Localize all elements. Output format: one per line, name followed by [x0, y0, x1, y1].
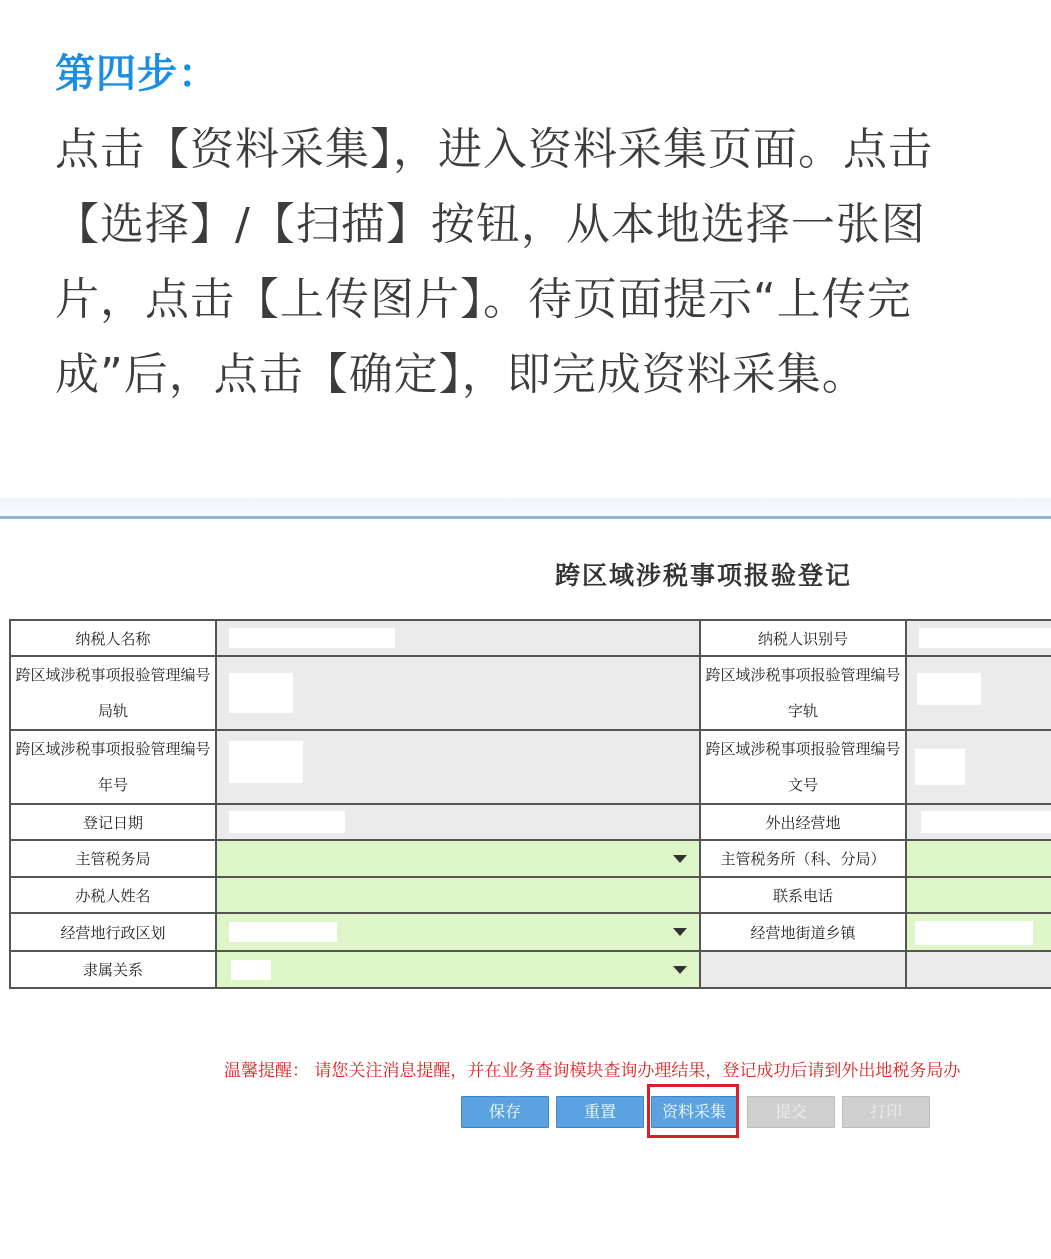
mgmt-no-char-label-line1: 跨区域涉税事项报验管理编号	[705, 666, 901, 684]
phone-input[interactable]	[906, 877, 1051, 913]
taxpayer-name-field[interactable]	[216, 620, 700, 656]
street-select[interactable]	[906, 913, 1051, 951]
mgmt-no-year-label	[10, 730, 216, 804]
table-row	[10, 840, 1051, 877]
taxpayer-id-field[interactable]	[906, 620, 1051, 656]
table-row	[10, 620, 1051, 656]
registration-form-table	[9, 619, 1051, 989]
tax-bureau-label: 主管税务局	[10, 840, 216, 877]
instruction-text: 点击【资料采集】，进入资料采集页面。点击【选择】/【扫描】按钮，从本地选择一张图片，点击【上传图片】。待页面提示“上传完成”后，点击【确定】，即完成资料采集。	[55, 124, 933, 400]
mgmt-no-bureau-label	[10, 656, 216, 730]
mgmt-no-year-field[interactable]	[216, 730, 700, 804]
table-row	[10, 730, 1051, 804]
form-screenshot	[0, 498, 1051, 1218]
table-row	[10, 913, 1051, 951]
page-top-bar	[0, 498, 1051, 519]
handler-name-input[interactable]	[216, 877, 700, 913]
step-title: 第四步：	[55, 51, 219, 97]
mgmt-no-doc-field[interactable]	[906, 730, 1051, 804]
warm-reminder-text: 温馨提醒： 请您关注消息提醒，并在业务查询模块查询办理结果，登记成功后请到外出地税务局办	[224, 1061, 961, 1081]
handler-name-label: 办税人姓名	[10, 877, 216, 913]
admin-division-label: 经营地行政区划	[10, 913, 216, 951]
mgmt-no-bureau-field[interactable]	[216, 656, 700, 730]
tax-office-label: 主管税务所（科、分局）	[700, 840, 906, 877]
save-button[interactable]: 保存	[461, 1096, 549, 1128]
mgmt-no-year-label-line2: 年号	[97, 776, 128, 794]
highlight-box	[647, 1084, 739, 1138]
street-label: 经营地街道乡镇	[700, 913, 906, 951]
print-button[interactable]: 打印	[842, 1096, 930, 1128]
submit-button[interactable]: 提交	[747, 1096, 835, 1128]
tax-office-select[interactable]	[906, 840, 1051, 877]
out-location-label: 外出经营地	[700, 804, 906, 840]
phone-label: 联系电话	[700, 877, 906, 913]
chevron-down-icon[interactable]	[673, 928, 687, 936]
table-row	[10, 877, 1051, 913]
affiliation-select[interactable]	[216, 951, 700, 988]
admin-division-select[interactable]	[216, 913, 700, 951]
mgmt-no-doc-label-line1: 跨区域涉税事项报验管理编号	[705, 740, 901, 758]
mgmt-no-doc-label-line2: 文号	[787, 776, 818, 794]
form-title: 跨区域涉税事项报验登记	[555, 561, 853, 590]
table-row	[10, 656, 1051, 730]
reg-date-field[interactable]	[216, 804, 700, 840]
chevron-down-icon[interactable]	[673, 855, 687, 863]
affiliation-label: 隶属关系	[10, 951, 216, 988]
mgmt-no-year-label-line1: 跨区域涉税事项报验管理编号	[15, 740, 211, 758]
taxpayer-id-label: 纳税人识别号	[700, 620, 906, 656]
empty-cell	[906, 951, 1051, 988]
tax-bureau-select[interactable]	[216, 840, 700, 877]
collect-materials-button[interactable]: 资料采集	[651, 1096, 737, 1128]
empty-cell	[700, 951, 906, 988]
mgmt-no-doc-label	[700, 730, 906, 804]
mgmt-no-char-label-line2: 字轨	[787, 702, 818, 720]
mgmt-no-bureau-label-line1: 跨区域涉税事项报验管理编号	[15, 666, 211, 684]
table-row	[10, 804, 1051, 840]
out-location-field[interactable]	[906, 804, 1051, 840]
reset-button[interactable]: 重置	[556, 1096, 644, 1128]
mgmt-no-bureau-label-line2: 局轨	[97, 702, 128, 720]
taxpayer-name-label: 纳税人名称	[10, 620, 216, 656]
chevron-down-icon[interactable]	[673, 966, 687, 974]
table-row	[10, 951, 1051, 988]
mgmt-no-char-field[interactable]	[906, 656, 1051, 730]
reg-date-label: 登记日期	[10, 804, 216, 840]
mgmt-no-char-label	[700, 656, 906, 730]
